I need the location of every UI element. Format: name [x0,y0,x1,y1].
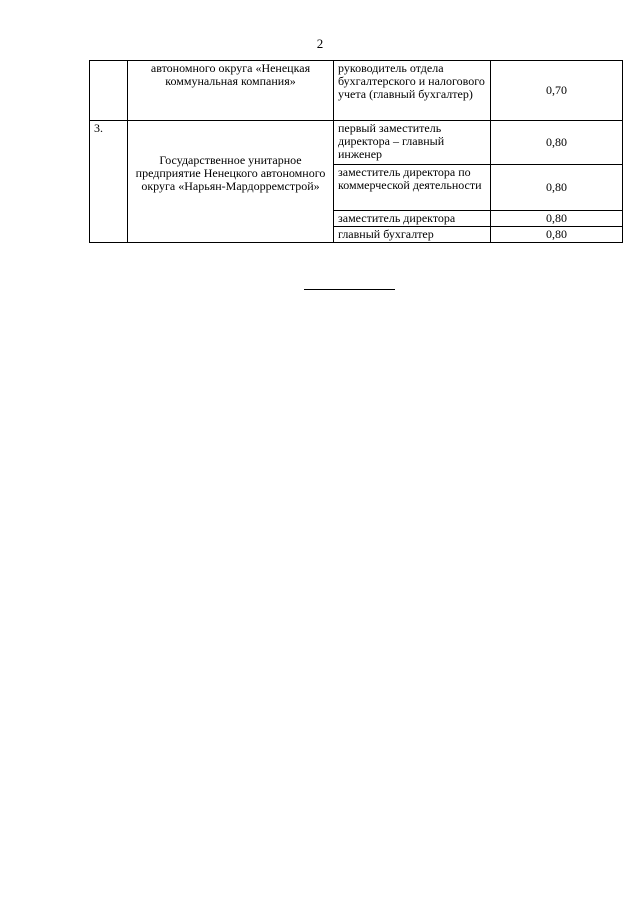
row-number-cell: 3. [90,121,128,243]
organization-cell [128,121,334,243]
coefficient-cell: 0,80 [491,165,623,211]
position-cell: главный бухгалтер [334,227,491,243]
coefficient-cell: 0,80 [491,227,623,243]
separator-line [304,289,395,290]
position-cell: заместитель директора по коммерческой деятельности [334,165,491,211]
coefficient-cell: 0,70 [491,61,623,121]
position-cell: руководитель отдела бухгалтерского и налогового учета (главный бухгалтер) [334,61,491,121]
position-cell: первый заместитель директора – главный инженер [334,121,491,165]
table-row [90,121,623,165]
table-row [90,61,623,121]
coefficients-table [89,60,623,243]
page-number: 2 [316,36,324,51]
coefficient-cell: 0,80 [491,121,623,165]
position-cell: заместитель директора [334,211,491,227]
organization-cell: автономного округа «Ненецкая коммунальная компания» [128,61,334,121]
row-number-cell [90,61,128,121]
organization-name: Государственное унитарное предприятие Ненецкого автономного округа «Нарьян-Мардорремстрой» [135,153,326,193]
coefficient-cell: 0,80 [491,211,623,227]
